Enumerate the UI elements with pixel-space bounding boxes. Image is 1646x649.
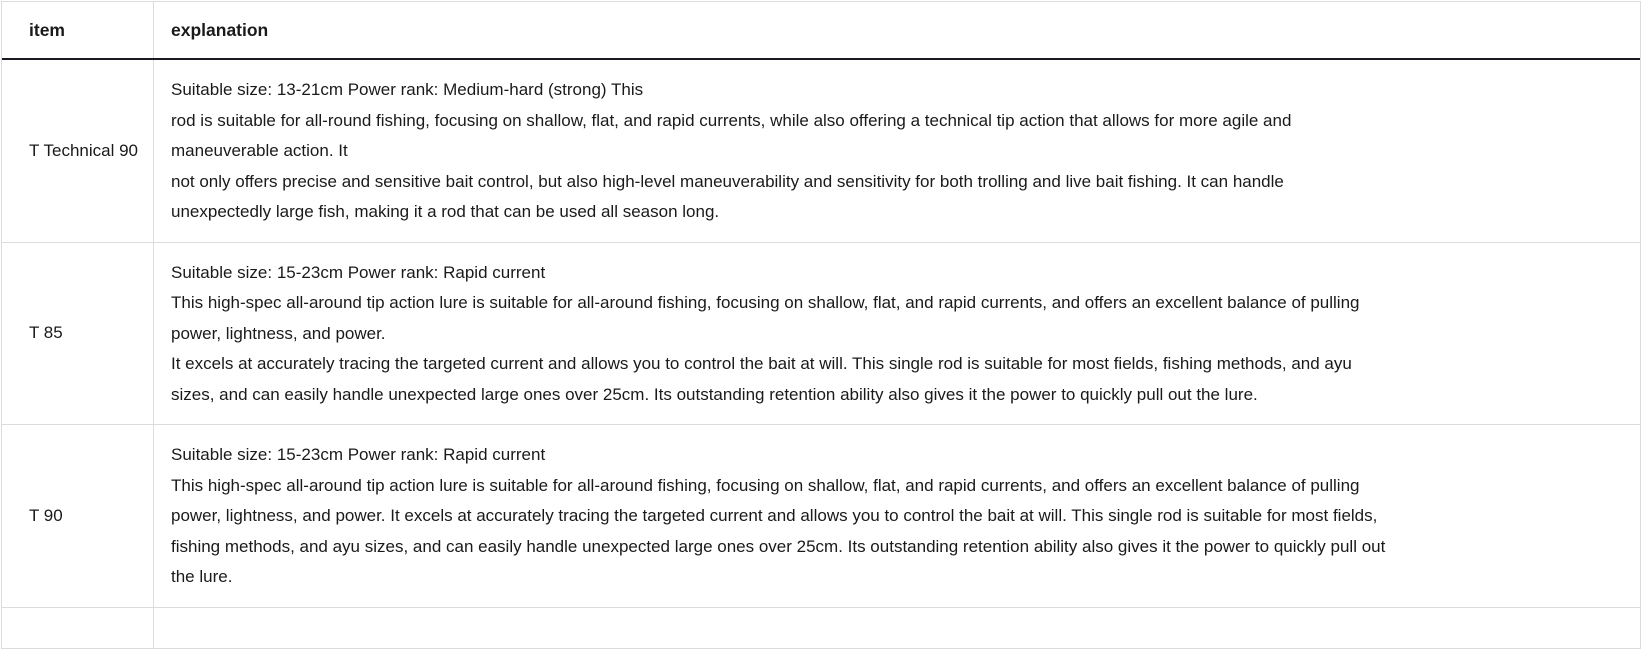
explanation-line: It excels at accurately tracing the targeted current and allows you to control the bait at will. This single rod is suitable for most fields, fishing methods, and ayu [171,354,1352,373]
explanation-cell [154,425,1640,607]
explanation-line: not only offers precise and sensitive bait control, but also high-level maneuverability and sensitivity for both trolling and live bait fishing. It can handle [171,171,1284,191]
table-row [2,60,1640,243]
table-header-row [2,2,1640,60]
explanation-line: sizes, and can easily handle unexpected large ones over 25cm. Its outstanding retention ability also gives it the power to quickly pull out the lure. [171,384,1258,404]
item-cell [2,60,154,242]
explanation-line: Suitable size: 15-23cm Power rank: Rapid current [171,445,546,464]
item-label: T 90 [29,505,63,525]
explanation-cell [154,60,1640,242]
explanation-line: rod is suitable for all-round fishing, focusing on shallow, flat, and rapid currents, while also offering a technical tip action that allows for more agile and [171,110,1292,130]
explanation-cell [154,243,1640,425]
explanation-line: Suitable size: 13-21cm Power rank: Medium-hard (strong) This [171,80,644,99]
item-cell [2,425,154,607]
product-spec-table [1,1,1641,649]
item-cell [2,243,154,425]
explanation-line: power, lightness, and power. [171,323,386,343]
explanation-line: Suitable size: 15-23cm Power rank: Rapid current [171,262,546,282]
item-cell [2,608,154,648]
column-header-explanation [154,2,1640,58]
explanation-line: fishing methods, and ayu sizes, and can easily handle unexpected large ones over 25cm. Its outstanding retention ability also gives it the power to quickly pull out [171,536,1386,556]
explanation-line: This high-spec all-around tip action lure is suitable for all-around fishing, focusing on shallow, flat, and rapid currents, and offers an excellent balance of pulling [171,293,1360,312]
explanation-line: This high-spec all-around tip action lure is suitable for all-around fishing, focusing on shallow, flat, and rapid currents, and offers an excellent balance of pulling [171,475,1360,495]
explanation-cell [154,608,1640,648]
explanation-line: maneuverable action. It [171,141,348,160]
item-label: T Technical 90 [29,140,138,160]
item-label: T 85 [29,323,63,342]
table-body [2,60,1640,608]
explanation-line: unexpectedly large fish, making it a rod that can be used all season long. [171,202,720,221]
table-row-partial [2,608,1640,649]
explanation-line: the lure. [171,567,233,586]
explanation-line: power, lightness, and power. It excels at accurately tracing the targeted current and allows you to control the bait at will. This single rod is suitable for most fields, [171,506,1378,525]
column-header-explanation-label: explanation [171,19,269,40]
column-header-item [2,2,154,58]
column-header-item-label: item [29,19,65,40]
table-row [2,425,1640,608]
table-row [2,243,1640,426]
